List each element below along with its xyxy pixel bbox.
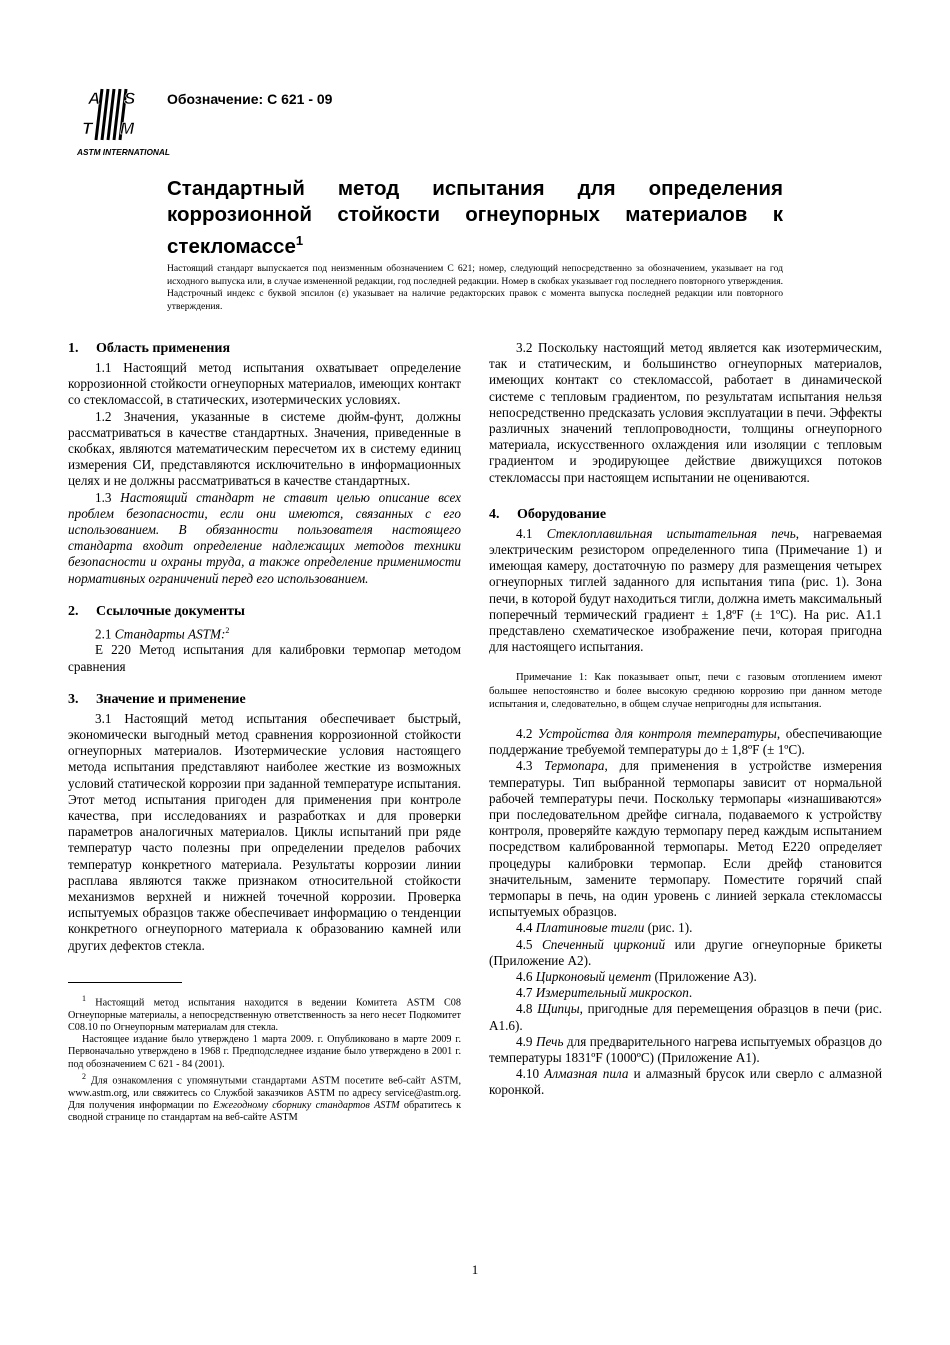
para-4-7: 4.7 Измерительный микроскоп. (516, 985, 693, 1001)
svg-text:S: S (124, 89, 136, 108)
footnote-rule (68, 982, 182, 983)
astm-logo (76, 84, 170, 160)
para-4-5: 4.5 Спеченный цирконий или другие огнеупорные брикеты (Приложение A2). (489, 936, 882, 968)
section-1-heading: 1. Область применения (68, 341, 231, 356)
section-4-heading: 4. Оборудование (489, 506, 607, 522)
footnotes (68, 993, 461, 1125)
para-1-3: 1.3 Настоящий стандарт не ставит целью описание всех проблем безопасности, если они имеются, связанных с его использованием. В обязанности пользователя настоящего стандарта входит определение надлежащих методов техники безопасности и охраны труда, а также определение применимости нормативных ограничений перед его использованием. (68, 489, 462, 586)
svg-text:T: T (82, 119, 93, 138)
para-4-10: 4.10 Алмазная пила и алмазный брусок или сверло с алмазной коронкой. (489, 1066, 882, 1098)
section-2-heading: 2. Ссылочные документы (68, 603, 245, 619)
para-4-3: 4.3 Термопара, для применения в устройстве измерения температуры. Тип выбранной термопары зависит от нормальной рабочей температуры печи. Поскольку термопары «изнашиваются» при последовательном дрейфе сигнала, подаваемого к устройству контроля, проверяйте каждую термопару перед каждым испытанием посредством калиброванной термопары. Метод E220 определяет процедуры калибровки термопар. Если дрейф становится значительным, замените термопару. Поместите горячий спай термопары в печь, на один уровень с линией зеркала стекломассы испытуемых образцов. (489, 758, 882, 920)
para-1-1: 1.1 Настоящий метод испытания охватывает определение коррозионной стойкости огнеупорных материалов, имеющих контакт со стекломассой, в статических, изотермических условиях. (68, 360, 461, 408)
page-number: 1 (471, 1262, 479, 1277)
footnote-2: $^2$ Для ознакомления с упомянутыми стандартами ASTM посетите веб-сайт ASTM, www.astm.org, или свяжитесь со Службой заказчиков ASTM по адресу service@astm.org. Для получения информации по Ежегодному сборнику стандартов ASTM обратитесь к сводной странице по стандартам на веб-сайте ASTM (68, 1072, 462, 1124)
designation: Обозначение: C 621 - 09 (167, 91, 333, 107)
svg-text:M: M (120, 119, 135, 138)
title-footnote-ref: 1 (295, 233, 304, 248)
para-1-2: 1.2 Значения, указанные в системе дюйм-фунт, должны рассматриваться в качестве стандартных. Значения, приведенные в скобках, являются математическим пересчетом их в систему единиц измерения СИ, представляются исключительно в информационных целях и не должны рассматриваться в качестве стандартных. (68, 408, 461, 489)
para-2-1: 2.1 Стандарты ASTM:$^2$ (95, 625, 230, 642)
para-4-8: 4.8 Щипцы, пригодные для перемещения образцов в печи (рис. A1.6). (489, 1001, 882, 1033)
footnote-1: $^1$ Настоящий метод испытания находится в ведении Комитета ASTM C08 Огнеупорные материалы, а непосредственную ответственность за него несет Подкомитет C08.10 по Огнеупорным материалам для стекла. (68, 993, 461, 1033)
para-4-9: 4.9 Печь для предварительного нагрева испытуемых образцов до температуры 1831ºF (1000ºC) (Приложение A1). (489, 1033, 883, 1066)
intro-text: Настоящий стандарт выпускается под неизменным обозначением C 621; номер, следующий непосредственно за обозначением, указывает на год исходного выпуска или, в случае измененной редакции, год последней редакции. Номер в скобках указывает год последнего повторного утверждения. Надстрочный индекс с буквой эпсилон (ε) указывает на наличие редакторских правок с момента выпуска последней редакции или повторного утверждения. (167, 263, 783, 312)
para-4-4: 4.4 Платиновые тигли (рис. 1). (516, 920, 693, 936)
para-3-2: 3.2 Поскольку настоящий метод является как изотермическим, так и статическим, и большинство огнеупорных материалов, имеющих контакт со стекломассой, работает в динамической системе с тепловым градиентом, по результатам испытания нельзя непосредственно предсказать условия эксплуатации в печи. Эффекты различных значений теплопроводности, толщины огнеупорного материала, искусственного охлаждения или изоляции с тепловым градиентом и эродирующее действие движущихся потоков стекломассы при настоящем испытании не оцениваются. (489, 340, 882, 485)
para-2-1-ref: E 220 Метод испытания для калибровки термопар методом сравнения (68, 642, 461, 674)
right-column (489, 340, 882, 1099)
para-4-6: 4.6 Цирконовый цемент (Приложение A3). (516, 969, 757, 984)
footnote-1-edition: Настоящее издание было утверждено 1 марта 2009. г. Опубликовано в марте 2009 г. Первоначально утверждено в 1968 г. Предподследнее издание было утверждено в 2001 г. под обозначением C 621 - 84 (2001). (68, 1034, 461, 1070)
document-title: Стандартный метод испытания для определения коррозионной стойкости огнеупорных материалов к стекломассе$^1$ (167, 177, 783, 258)
svg-text:A: A (88, 89, 101, 108)
logo-text: ASTM INTERNATIONAL (77, 147, 170, 157)
note-1: Примечание 1: Как показывает опыт, печи с газовым отоплением имеют большее непостоянство и более высокую среднюю коррозию при данном методе испытания и, следовательно, в общем случае непригодны для испытания. (489, 672, 882, 711)
section-3-heading: 3. Значение и применение (68, 691, 246, 707)
para-3-1: 3.1 Настоящий метод испытания обеспечивает быстрый, экономически выгодный метод сравнения коррозионной стойкости огнеупорных материалов. Изотермические условия настоящего метода испытания представляют наиболее жесткие из возможных условий статической коррозии при заданной температуре испытания. Этот метод испытания пригоден для применения при контроле качества, при исследованиях и разработках и для проверки параметров аналогичных материалов. Циклы испытаний при ряде температур часто полезны при определении пределов рабочих температур конкретного материала. Результаты коррозии линии расплава являются также признаком относительной стойкости механизмов верхней и нижней точечной коррозии. Проверка испытуемых образцов также обеспечивает информацию о тенденции конкретного огнеупорного материала к образованию камней или других дефектов стекла. (68, 710, 461, 953)
para-4-1: 4.1 Стеклоплавильная испытательная печь, нагреваемая электрическим резистором определенного типа (Примечание 1) и имеющая камеру, достаточную по размеру для размещения четырех огнеупорных тиглей заданного для испытания типа (рис. 1). Зона печи, в которой будут находиться тигли, должна иметь максимальный поперечный термический градиент ± 1,8ºF (± 1ºC). На рис. A1.1 представлено схематическое изображение печи, которая пригодна для настоящего испытания. (489, 525, 883, 655)
left-column (68, 340, 461, 1125)
para-4-2: 4.2 Устройства для контроля температуры, обеспечивающие поддержание требуемой температуры до ± 1,8ºF (± 1ºC). (489, 725, 882, 758)
